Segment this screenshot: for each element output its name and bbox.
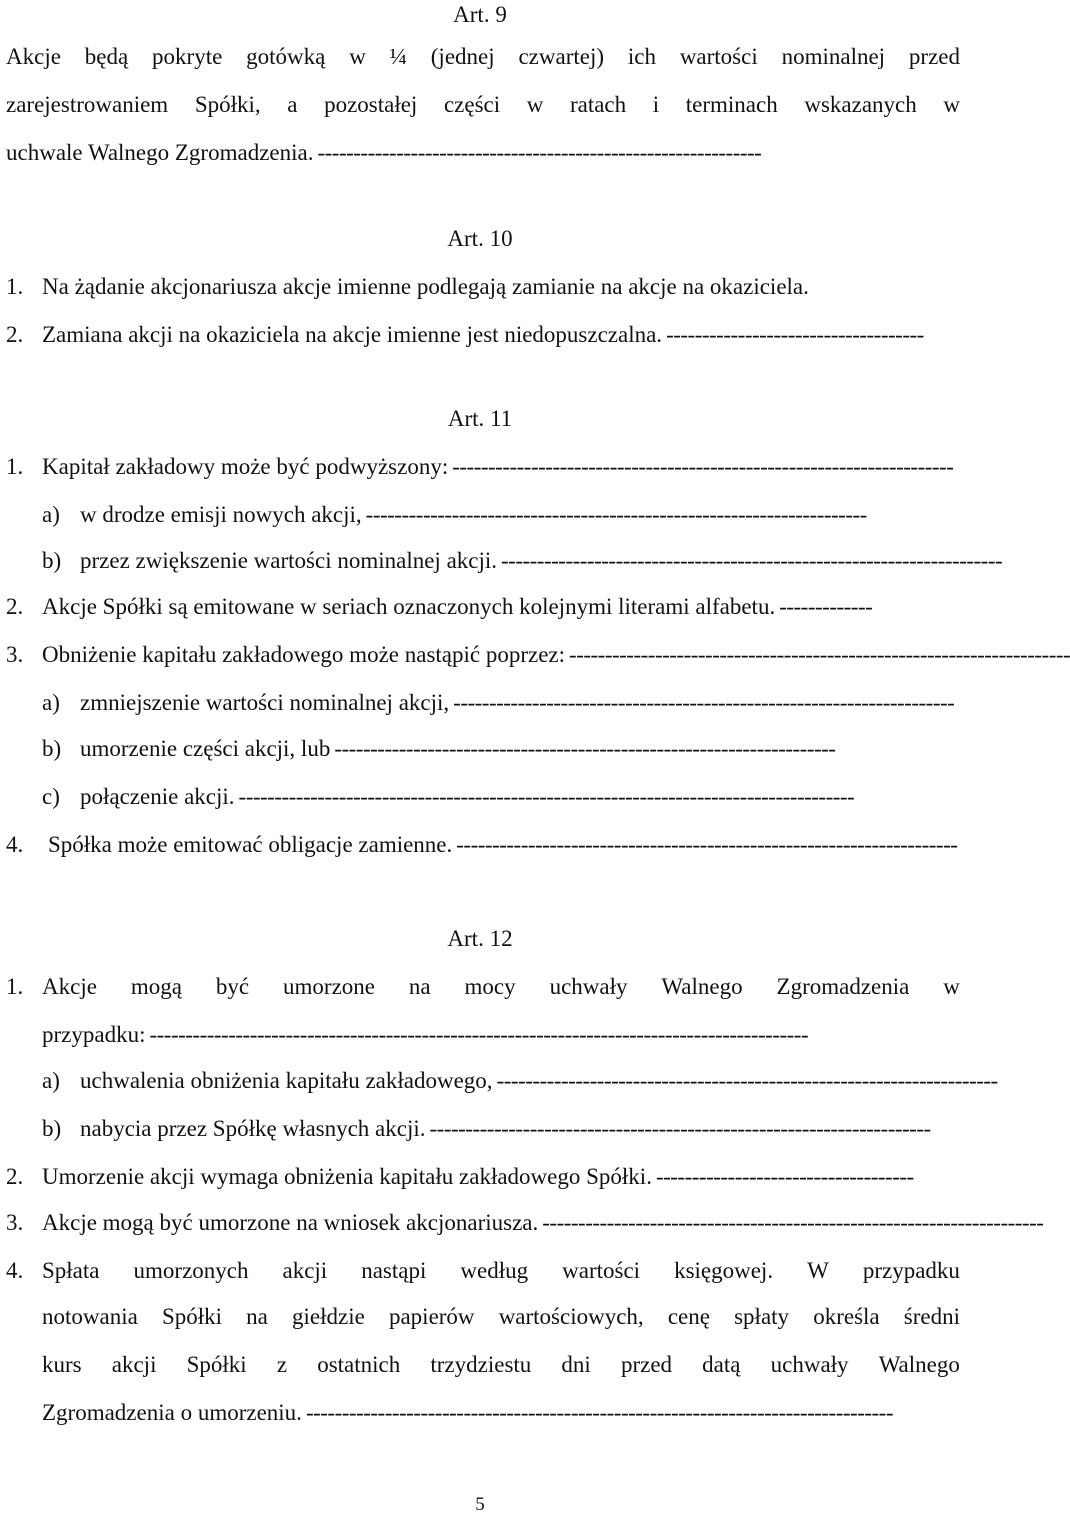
filler-dashes: -------------------------------------------------------------------------------------------- — [149, 1022, 809, 1047]
word: papierów — [388, 1304, 475, 1329]
word: pozostałej — [324, 92, 418, 117]
filler-dashes: ---------------------------------------------------------------------- — [452, 454, 954, 479]
paragraph-text: Obniżenie kapitału zakładowego może nastąpić poprzez: — [42, 642, 566, 667]
filler-dashes: ------------------------------------ — [666, 322, 924, 347]
word: w — [526, 92, 544, 117]
word: być — [215, 974, 250, 999]
word: zarejestrowaniem — [6, 92, 169, 117]
art11-paragraph-1 — [6, 452, 958, 482]
word: na — [408, 974, 431, 999]
word: giełdzie — [292, 1304, 365, 1329]
word: cenę — [667, 1304, 710, 1329]
art9-heading-text: Art. 9 — [453, 2, 507, 27]
word: ratach — [569, 92, 627, 117]
paragraph-number: 3. — [6, 1210, 24, 1235]
paragraph-number: 1. — [6, 274, 24, 299]
filler-dashes: ---------------------------------------------------------------------- — [453, 690, 955, 715]
word: i — [652, 92, 660, 117]
paragraph-number: 2. — [6, 1164, 24, 1189]
word: w — [349, 44, 366, 69]
filler-dashes: ------------------------------------ — [655, 1164, 914, 1189]
item-letter: a) — [42, 1068, 60, 1093]
item-letter: b) — [42, 1116, 62, 1141]
filler-dashes: ---------------------------------------------------------------------- — [501, 548, 1003, 573]
art12-paragraph-1-cont — [42, 1020, 958, 1050]
word: dni — [561, 1352, 591, 1377]
filler-dashes: ---------------------------------------------------------------------- — [569, 642, 1070, 667]
art10-heading-text: Art. 10 — [447, 226, 513, 251]
word: w — [943, 974, 960, 999]
art9-line3 — [6, 138, 958, 168]
item-letter: a) — [42, 502, 60, 527]
word: ¼ — [389, 44, 407, 69]
word: kurs — [42, 1352, 82, 1377]
art12-paragraph-2 — [6, 1162, 958, 1192]
paragraph-number: 1. — [6, 454, 24, 479]
word: mogą — [130, 974, 182, 999]
filler-dashes: ------------- — [779, 594, 873, 619]
word: uchwały — [549, 974, 628, 999]
filler-dashes: -------------------------------------------------------------------------------------- — [238, 784, 855, 809]
word: Spłata — [42, 1258, 100, 1283]
art12-heading — [0, 924, 960, 954]
word: Akcje — [6, 44, 61, 69]
word: określa — [813, 1304, 880, 1329]
word: czwartej) — [518, 44, 605, 69]
word: ich — [627, 44, 656, 69]
paragraph-text: Zamiana akcji na okaziciela na akcje imienne jest niedopuszczalna. — [42, 322, 663, 347]
filler-dashes: ---------------------------------------------------------------------- — [496, 1068, 998, 1093]
art11-item-a — [42, 500, 958, 530]
word: według — [460, 1258, 529, 1283]
art12-paragraph-4 — [6, 1256, 960, 1286]
word: księgowej. — [674, 1258, 774, 1283]
art11-paragraph-2 — [6, 592, 958, 622]
word: akcji — [111, 1352, 157, 1377]
art11-paragraph-3 — [6, 640, 1070, 670]
item-text: zmniejszenie wartości nominalnej akcji, — [80, 690, 450, 715]
word: średni — [903, 1304, 960, 1329]
word: a — [287, 92, 298, 117]
word: Zgromadzenia — [776, 974, 910, 999]
paragraph-number: 4. — [6, 1258, 24, 1283]
word: w — [943, 92, 960, 117]
word: Spółki, — [194, 92, 261, 117]
word: Spółki — [161, 1304, 223, 1329]
word: pokryte — [152, 44, 223, 69]
item-text: połączenie akcji. — [80, 784, 235, 809]
art11-item-b — [42, 546, 1003, 576]
art12-item-b — [42, 1114, 958, 1144]
art11-heading — [0, 404, 960, 434]
paragraph-text: Akcje mogą być umorzone na wniosek akcjonariusza. — [42, 1210, 539, 1235]
filler-dashes: ---------------------------------------------------------------------- — [542, 1210, 1044, 1235]
art10-heading — [0, 224, 960, 254]
word: terminach — [685, 92, 778, 117]
art10-paragraph-2 — [6, 320, 958, 350]
paragraph-text: Zgromadzenia o umorzeniu. — [42, 1400, 302, 1425]
word: wartościowych, — [498, 1304, 644, 1329]
filler-dashes: ---------------------------------------------------------------------- — [334, 736, 836, 761]
word: umorzone — [283, 974, 375, 999]
paragraph-number: 4. — [6, 832, 24, 857]
word: na — [246, 1304, 268, 1329]
word: nastąpi — [361, 1258, 427, 1283]
art9-line2 — [6, 90, 960, 120]
art11-reduction-item-b — [42, 734, 958, 764]
paragraph-number: 3. — [6, 642, 24, 667]
item-text: umorzenie części akcji, lub — [80, 736, 331, 761]
word: nominalnej — [781, 44, 886, 69]
art12-item-a — [42, 1066, 998, 1096]
word: będą — [84, 44, 129, 69]
item-text: w drodze emisji nowych akcji, — [80, 502, 362, 527]
word: (jednej — [430, 44, 495, 69]
art12-heading-text: Art. 12 — [447, 926, 513, 951]
word: przypadku — [862, 1258, 960, 1283]
filler-dashes: ---------------------------------------------------------------------------------- — [305, 1400, 893, 1425]
paragraph-text — [42, 1256, 960, 1286]
item-text: przez zwiększenie wartości nominalnej akcji. — [80, 548, 498, 573]
word: przed — [620, 1352, 673, 1377]
word: ostatnich — [317, 1352, 401, 1377]
paragraph-number: 1. — [6, 974, 24, 999]
item-text: nabycia przez Spółkę własnych akcji. — [80, 1116, 426, 1141]
word: W — [807, 1258, 829, 1283]
art9-heading — [0, 0, 960, 30]
art12-paragraph-4-line4 — [42, 1398, 958, 1428]
art11-heading-text: Art. 11 — [447, 406, 513, 431]
art11-reduction-item-c — [42, 782, 958, 812]
paragraph-number: 2. — [6, 322, 24, 347]
item-text: uchwalenia obniżenia kapitału zakładowego, — [80, 1068, 493, 1093]
paragraph-text: Na żądanie akcjonariusza akcje imienne podlegają zamianie na akcje na okaziciela. — [42, 274, 809, 299]
art10-paragraph-1 — [6, 272, 958, 302]
paragraph-text: Akcje Spółki są emitowane w seriach oznaczonych kolejnymi literami alfabetu. — [42, 594, 776, 619]
art9-line3-text: uchwale Walnego Zgromadzenia. — [6, 140, 314, 165]
word: części — [443, 92, 501, 117]
word: mocy — [464, 974, 516, 999]
paragraph-text: Kapitał zakładowy może być podwyższony: — [42, 454, 449, 479]
paragraph-number: 2. — [6, 594, 24, 619]
filler-dashes: ---------------------------------------------------------------------- — [429, 1116, 931, 1141]
word: wskazanych — [804, 92, 917, 117]
word: gotówką — [246, 44, 326, 69]
item-letter: a) — [42, 690, 60, 715]
item-letter: c) — [42, 784, 60, 809]
page-number: 5 — [475, 1494, 485, 1515]
word: Walnego — [878, 1352, 960, 1377]
filler-dashes: ---------------------------------------------------------------------- — [456, 832, 958, 857]
word: trzydziestu — [430, 1352, 532, 1377]
word: datą — [702, 1352, 741, 1377]
word: akcji — [282, 1258, 328, 1283]
word: z — [276, 1352, 288, 1377]
art12-paragraph-3 — [6, 1208, 1044, 1238]
word: wartości — [562, 1258, 641, 1283]
paragraph-text — [42, 972, 960, 1002]
word: wartości — [679, 44, 758, 69]
word: umorzonych — [133, 1258, 249, 1283]
word: Walnego — [661, 974, 743, 999]
word: notowania — [42, 1304, 138, 1329]
item-letter: b) — [42, 736, 62, 761]
paragraph-text: Spółka może emitować obligacje zamienne. — [48, 832, 453, 857]
paragraph-text: Umorzenie akcji wymaga obniżenia kapitału zakładowego Spółki. — [42, 1164, 652, 1189]
art11-paragraph-4 — [6, 830, 958, 860]
art11-reduction-item-a — [42, 688, 958, 718]
filler-dashes: ---------------------------------------------------------------------- — [365, 502, 867, 527]
word: uchwały — [770, 1352, 849, 1377]
word: Akcje — [42, 974, 97, 999]
art12-paragraph-4-line2 — [42, 1302, 960, 1332]
word: przed — [908, 44, 960, 69]
word: Spółki — [186, 1352, 247, 1377]
art9-line1 — [6, 42, 960, 72]
item-letter: b) — [42, 548, 62, 573]
word: spłaty — [734, 1304, 790, 1329]
art12-paragraph-1 — [6, 972, 960, 1002]
paragraph-text: przypadku: — [42, 1022, 146, 1047]
filler-dashes: -------------------------------------------------------------- — [317, 140, 762, 165]
art12-paragraph-4-line3 — [42, 1350, 960, 1380]
